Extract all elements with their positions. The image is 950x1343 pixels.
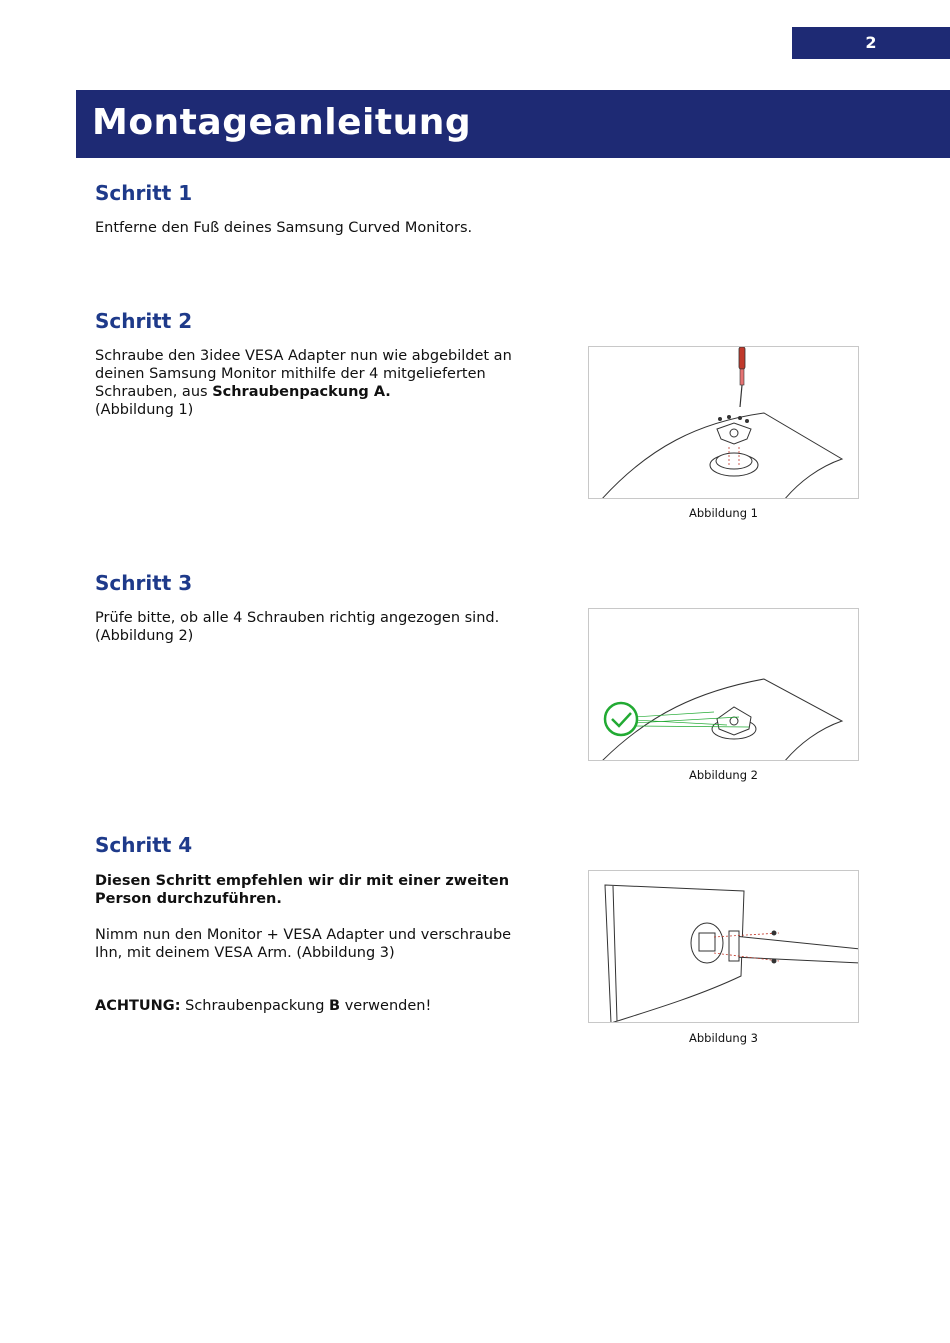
step-1-text: Entferne den Fuß deines Samsung Curved Monitors. [95,220,473,236]
step-3-text [95,609,535,645]
step-2-text [95,347,525,419]
figure-3-illustration [588,870,859,1023]
warning-text: Schraubenpackung [180,998,330,1014]
step-2-text-main: Schraube den 3idee VESA Adapter nun wie abgebildet an deinen Samsung Monitor mithilfe der 4 mitgelieferten Schrauben, aus [95,348,512,400]
step-2-figure-ref: (Abbildung 1) [95,402,194,418]
page-title: Montageanleitung [92,102,472,143]
step-4-note-bold: Diesen Schritt empfehlen wir dir mit einer zweiten Person durchzuführen. [95,873,510,907]
step-4-warning [95,997,525,1015]
page-number: 2 [792,27,950,59]
step-3-figure-ref: (Abbildung 2) [95,628,194,644]
step-4-text: Nimm nun den Monitor + VESA Adapter und verschraube Ihn, mit deinem VESA Arm. (Abbildung 3) [95,927,512,961]
figure-1-caption: Abbildung 1 [688,506,758,520]
step-3-text-main: Prüfe bitte, ob alle 4 Schrauben richtig angezogen sind. [95,610,500,626]
figure-2-illustration [588,608,859,761]
step-2-heading: Schritt 2 [95,309,193,333]
step-3-heading: Schritt 3 [95,571,193,595]
figure-2-caption: Abbildung 2 [688,768,758,782]
warning-text-end: verwenden! [340,998,432,1014]
title-banner [76,90,950,158]
step-2-text-bold: Schraubenpackung A. [212,384,391,400]
step-1-heading: Schritt 1 [95,181,193,205]
warning-pack-label: B [329,998,341,1014]
step-4-note [95,872,525,908]
warning-label: ACHTUNG: [95,998,181,1014]
figure-1-illustration [588,346,859,499]
step-4-heading: Schritt 4 [95,833,193,857]
figure-3-caption: Abbildung 3 [688,1031,758,1045]
checkmark-icon [605,703,637,735]
